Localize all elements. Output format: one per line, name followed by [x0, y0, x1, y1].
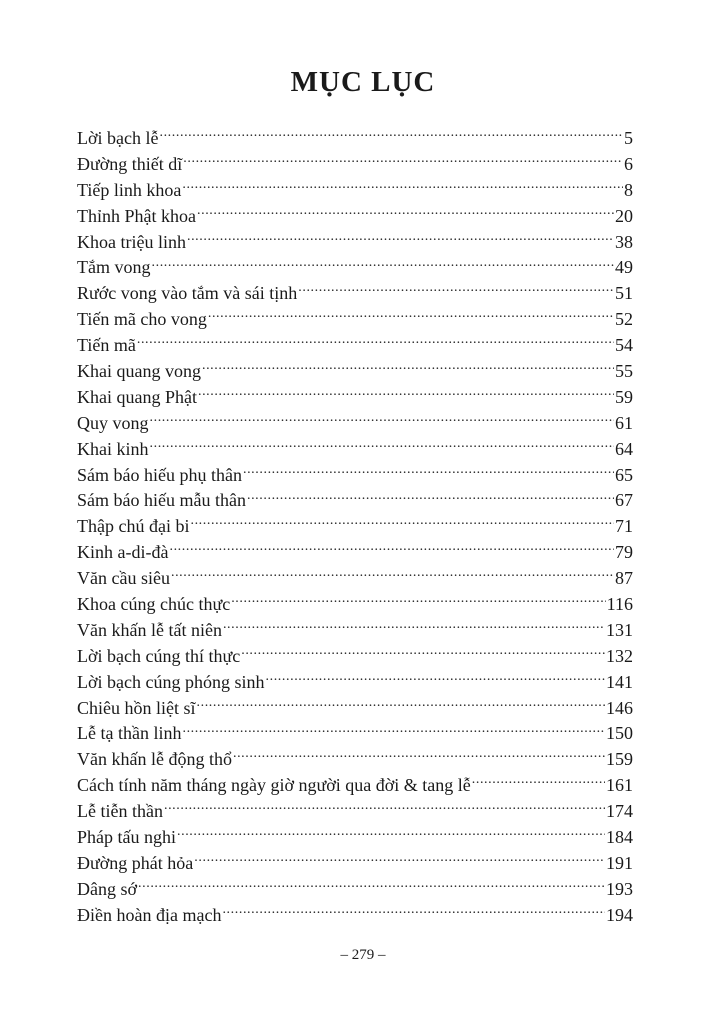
dot-leader [243, 463, 614, 481]
toc-entry-page: 193 [606, 878, 633, 899]
toc-entry-page: 64 [615, 438, 633, 459]
toc-entry-page: 146 [606, 697, 633, 718]
toc-entry [77, 644, 633, 670]
toc-entry [77, 359, 633, 385]
toc-entry-title: Pháp tấu nghi [77, 827, 176, 848]
dot-leader [152, 255, 615, 273]
toc-entry [77, 877, 633, 903]
toc-entry [77, 255, 633, 281]
toc-entry-title: Cách tính năm tháng ngày giờ người qua đời & tang lễ [77, 775, 471, 796]
toc-entry-page: 159 [606, 749, 633, 770]
toc-entry-title: Lễ tiễn thần [77, 801, 163, 822]
dot-leader [169, 540, 614, 558]
toc-entry [77, 696, 633, 722]
toc-entry-page: 49 [615, 257, 633, 278]
toc-entry-title: Khai quang Phật [77, 386, 197, 407]
toc-entry-page: 79 [615, 542, 633, 563]
toc-entry-title: Tiến mã cho vong [77, 309, 207, 330]
toc-entry [77, 126, 633, 152]
toc-entry-title: Đường thiết dĩ [77, 153, 183, 174]
toc-entry-title: Chiêu hồn liệt sĩ [77, 697, 196, 718]
dot-leader [231, 592, 605, 610]
toc-entry-title: Khoa triệu linh [77, 231, 186, 252]
toc-entry-page: 20 [615, 205, 633, 226]
toc-entry-page: 71 [615, 516, 633, 537]
dot-leader [194, 851, 605, 869]
toc-entry-page: 174 [606, 801, 633, 822]
toc-entry [77, 385, 633, 411]
toc-entry-title: Rước vong vào tắm và sái tịnh [77, 283, 298, 304]
toc-entry-title: Tiến mã [77, 335, 136, 356]
dot-leader [198, 385, 614, 403]
dot-leader [197, 696, 606, 714]
toc-entry [77, 514, 633, 540]
toc-entry [77, 566, 633, 592]
dot-leader [190, 514, 614, 532]
toc-entry [77, 307, 633, 333]
toc-entry-page: 38 [615, 231, 633, 252]
toc-entry-page: 59 [615, 386, 633, 407]
dot-leader [137, 333, 614, 351]
dot-leader [150, 437, 615, 455]
toc-entry-title: Thỉnh Phật khoa [77, 205, 196, 226]
toc-entry-title: Sám báo hiếu phụ thân [77, 464, 242, 485]
toc-entry-page: 6 [624, 153, 633, 174]
toc-entry-title: Lễ tạ thần linh [77, 723, 182, 744]
toc-entry-page: 61 [615, 412, 633, 433]
dot-leader [171, 566, 614, 584]
dot-leader [222, 903, 605, 921]
dot-leader [183, 152, 623, 170]
toc-entry-page: 131 [606, 619, 633, 640]
toc-entry [77, 152, 633, 178]
toc-entry-page: 132 [606, 645, 633, 666]
toc-entry [77, 540, 633, 566]
toc-entry-page: 65 [615, 464, 633, 485]
toc-entry [77, 592, 633, 618]
toc-entry [77, 851, 633, 877]
toc-entry [77, 281, 633, 307]
toc-entry [77, 747, 633, 773]
page-title: MỤC LỤC [290, 66, 436, 98]
dot-leader [138, 877, 605, 895]
dot-leader [247, 488, 614, 506]
dot-leader [197, 204, 614, 222]
toc-entry-page: 184 [606, 827, 633, 848]
dot-leader [182, 721, 605, 739]
dot-leader [223, 618, 605, 636]
toc-entry-title: Kinh a-di-đà [77, 542, 169, 563]
dot-leader [233, 747, 605, 765]
toc-entry [77, 773, 633, 799]
page-number: – 279 – [340, 947, 386, 963]
toc-entry [77, 670, 633, 696]
toc-entry [77, 463, 633, 489]
toc-entry-page: 52 [615, 309, 633, 330]
toc-entry-title: Sám báo hiếu mẫu thân [77, 490, 246, 511]
toc-entry-title: Thập chú đại bi [77, 516, 190, 537]
toc-entry [77, 799, 633, 825]
toc-entry [77, 178, 633, 204]
toc-entry-page: 194 [606, 904, 633, 925]
toc-entry-page: 51 [615, 283, 633, 304]
toc-entry-title: Văn khấn lễ động thổ [77, 749, 232, 770]
toc-entry-page: 191 [606, 852, 633, 873]
toc-entry-page: 8 [624, 179, 633, 200]
dot-leader [208, 307, 614, 325]
toc-entry-page: 67 [615, 490, 633, 511]
toc-entry [77, 618, 633, 644]
toc-entry-title: Khoa cúng chúc thực [77, 594, 231, 615]
toc-entry-page: 116 [606, 594, 633, 615]
dot-leader [298, 281, 614, 299]
toc-entry-title: Khai quang vong [77, 361, 201, 382]
toc-entry-title: Điền hoàn địa mạch [77, 904, 222, 925]
dot-leader [164, 799, 605, 817]
dot-leader [202, 359, 614, 377]
dot-leader [182, 178, 623, 196]
toc-entry-title: Dâng sớ [77, 878, 138, 899]
dot-leader [159, 126, 623, 144]
toc-entry-page: 161 [606, 775, 633, 796]
dot-leader [241, 644, 605, 662]
dot-leader [266, 670, 606, 688]
toc-entry-page: 55 [615, 361, 633, 382]
table-of-contents [77, 126, 633, 929]
toc-entry-title: Lời bạch cúng phóng sinh [77, 671, 265, 692]
toc-entry [77, 488, 633, 514]
toc-entry [77, 204, 633, 230]
toc-entry-page: 87 [615, 568, 633, 589]
toc-entry-page: 141 [606, 671, 633, 692]
toc-entry-title: Tiếp linh khoa [77, 179, 182, 200]
toc-entry-page: 150 [606, 723, 633, 744]
toc-entry-page: 54 [615, 335, 633, 356]
toc-entry [77, 333, 633, 359]
toc-entry-title: Quy vong [77, 412, 149, 433]
toc-entry-page: 5 [624, 128, 633, 148]
toc-entry-title: Văn cầu siêu [77, 568, 170, 589]
toc-entry-title: Lời bạch cúng thí thực [77, 645, 241, 666]
dot-leader [150, 411, 615, 429]
toc-entry [77, 825, 633, 851]
toc-entry [77, 903, 633, 929]
dot-leader [187, 230, 614, 248]
dot-leader [177, 825, 605, 843]
toc-entry-title: Khai kinh [77, 438, 149, 459]
toc-entry-title: Tắm vong [77, 257, 151, 278]
toc-entry-title: Lời bạch lễ [77, 128, 159, 148]
toc-entry [77, 437, 633, 463]
toc-entry [77, 721, 633, 747]
toc-entry-title: Văn khấn lễ tất niên [77, 619, 222, 640]
toc-entry [77, 230, 633, 256]
dot-leader [472, 773, 605, 791]
toc-entry-title: Đường phát hỏa [77, 852, 194, 873]
toc-entry [77, 411, 633, 437]
